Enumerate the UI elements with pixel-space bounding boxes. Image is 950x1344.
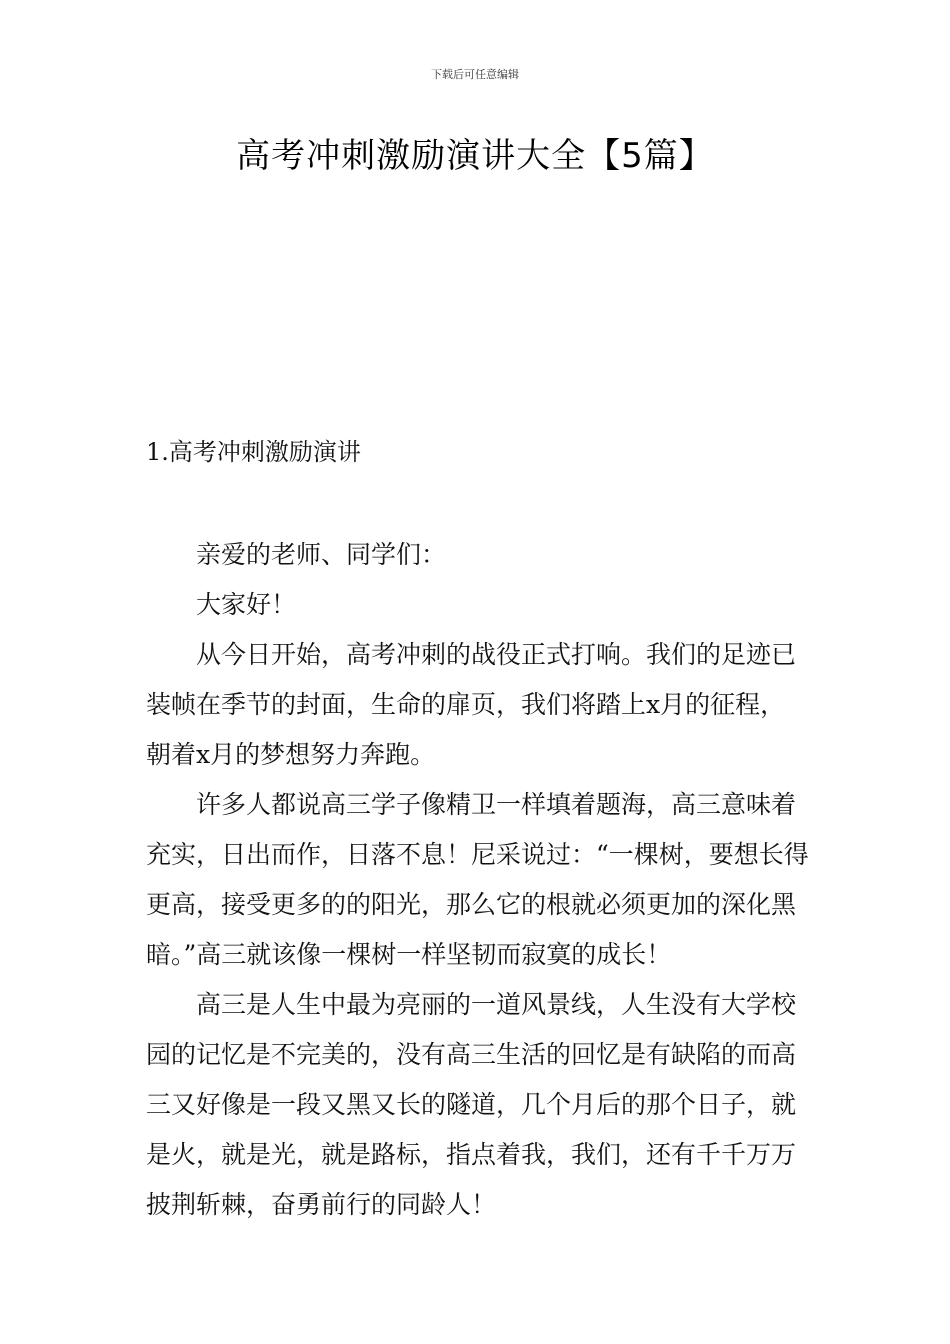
paragraph: 许多人都说高三学子像精卫一样填着题海，高三意味着充实，日出而作，日落不息！尼采说过：“一棵树，要想长得更高，接受更多的的阳光，那么它的根就必须更加的深化黑暗。”高三就该像一棵树一样坚韧而寂寞的成长！ [146, 790, 809, 969]
paragraph: 从今日开始，高考冲刺的战役正式打响。我们的足迹已装帧在季节的封面，生命的扉页，我们将踏上x月的征程，朝着x月的梦想努力奔跑。 [146, 640, 797, 769]
paragraph-greeting: 亲爱的老师、同学们： [196, 540, 447, 569]
section-heading: 1.高考冲刺激励演讲 [146, 438, 361, 466]
paragraph: 高三是人生中最为亮丽的一道风景线，人生没有大学校园的记忆是不完美的，没有高三生活的回忆是有缺陷的而高三又好像是一段又黑又长的隧道，几个月后的那个日子，就是火，就是光，就是路标，指点着我，我们，还有千千万万披荆斩棘，奋勇前行的同龄人！ [146, 990, 797, 1219]
document-title: 高考冲刺激励演讲大全【5篇】 [236, 136, 714, 176]
document-body [146, 530, 810, 1230]
page-header-note: 下载后可任意编辑 [431, 68, 519, 81]
paragraph-hello: 大家好！ [196, 590, 297, 619]
